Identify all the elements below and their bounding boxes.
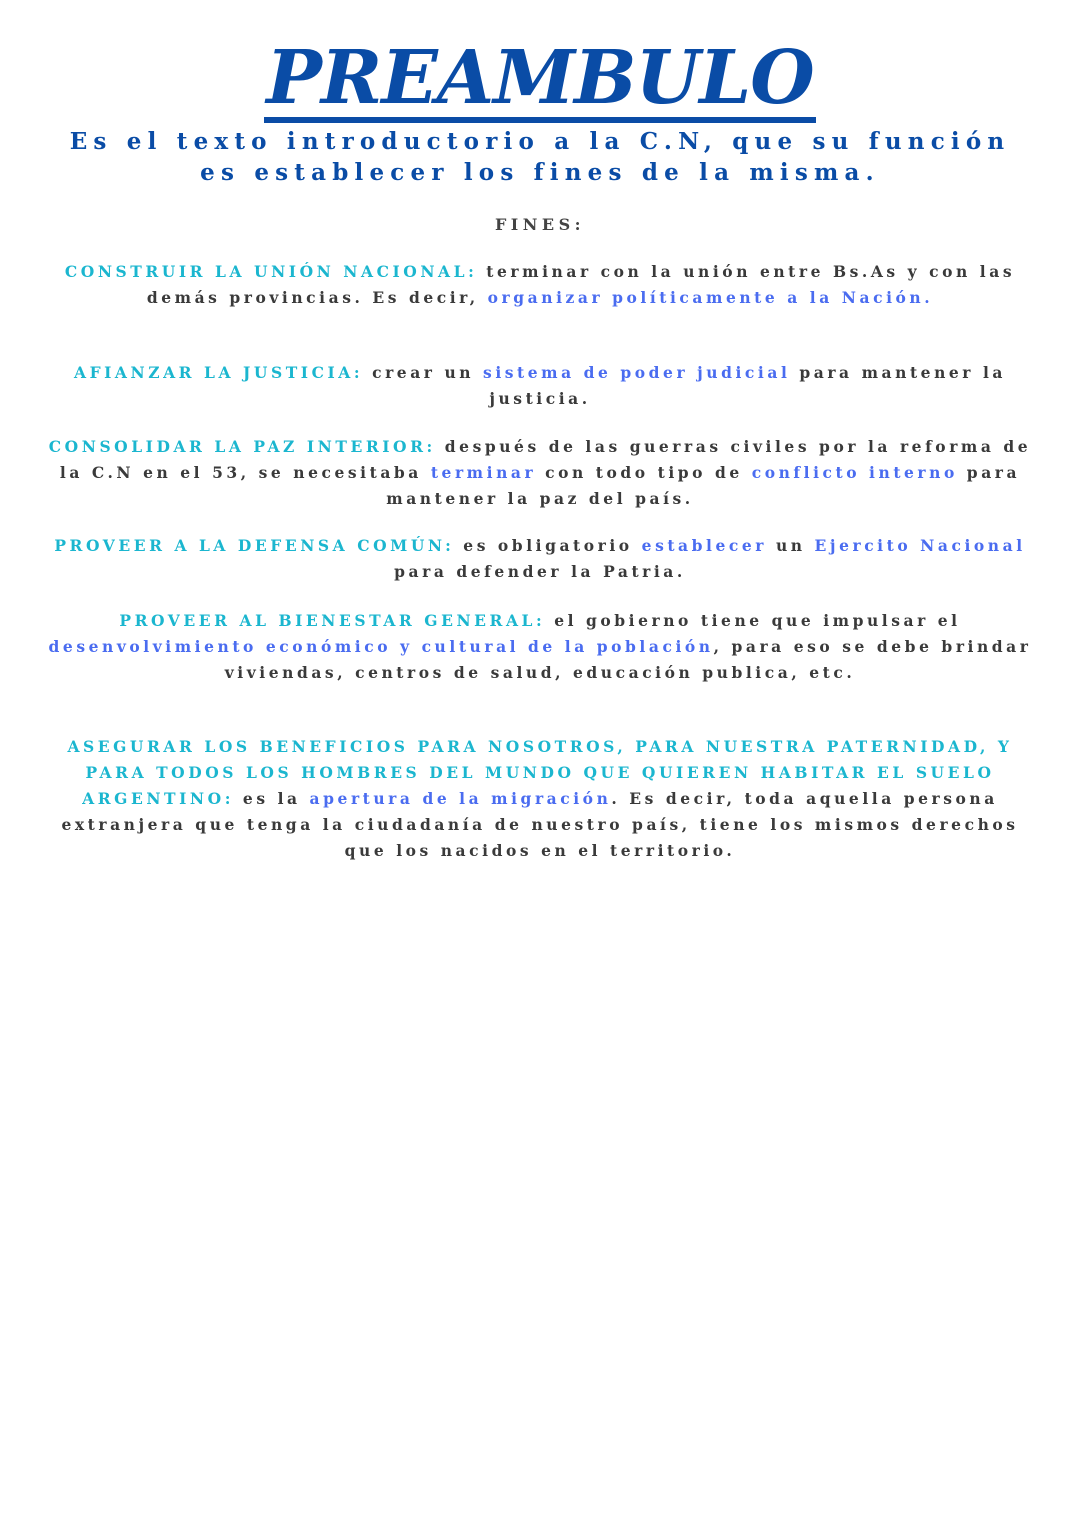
section-heading: CONSOLIDAR LA PAZ INTERIOR: <box>48 437 436 456</box>
section-text: después de las guerras civiles por la reforma de la C.N en el 53, se necesitaba <box>59 437 1032 482</box>
section-text: es obligatorio <box>454 536 642 555</box>
section-heading: PROVEER AL BIENESTAR GENERAL: <box>119 611 546 630</box>
section-text: , para eso se debe brindar viviendas, centros de salud, educación publica, etc. <box>224 637 1032 682</box>
section-text: para mantener la justicia. <box>489 363 1006 408</box>
section-text: es la <box>233 789 310 808</box>
section-text: para defender la Patria. <box>394 562 686 581</box>
section-highlight: Ejercito Nacional <box>814 536 1026 555</box>
section-heading: CONSTRUIR LA UNIÓN NACIONAL: <box>64 262 478 281</box>
page-title-text: PREAMBULO <box>266 35 814 121</box>
section-highlight: apertura de la migración <box>309 789 612 808</box>
section-highlight: terminar <box>430 463 537 482</box>
section-highlight: desenvolvimiento económico y cultural de la población <box>48 637 714 656</box>
section-afianzar-justicia <box>40 360 1040 412</box>
section-text: crear un <box>363 363 484 382</box>
section-defensa-comun <box>40 533 1040 585</box>
page-title <box>0 30 1080 126</box>
fines-label: FINES: <box>494 215 586 234</box>
section-asegurar-beneficios <box>40 734 1040 864</box>
section-text: el gobierno tiene que impulsar el <box>545 611 961 630</box>
section-heading: ASEGURAR LOS BENEFICIOS PARA NOSOTROS, PARA NUESTRA PATERNIDAD, Y PARA TODOS LOS HOMBRES DEL MUNDO QUE QUIEREN HABITAR EL SUELO ARGENTINO: <box>67 737 1013 808</box>
section-highlight: sistema de poder judicial <box>483 363 791 382</box>
section-highlight: establecer <box>641 536 768 555</box>
section-bienestar-general <box>40 608 1040 686</box>
section-consolidar-paz <box>40 434 1040 512</box>
section-highlight: organizar políticamente a la Nación. <box>487 288 934 307</box>
section-construir-union <box>40 259 1040 311</box>
intro-paragraph: Es el texto introductorio a la C.N, que su función es establecer los fines de la misma. <box>69 128 1011 186</box>
section-text: . Es decir, toda aquella persona extranjera que tenga la ciudadanía de nuestro país, tiene los mismos derechos que los nacidos en el territorio. <box>61 789 1019 860</box>
section-text: terminar con la unión entre Bs.As y con las demás provincias. Es decir, <box>146 262 1016 307</box>
section-heading: PROVEER A LA DEFENSA COMÚN: <box>54 536 455 555</box>
section-heading: AFIANZAR LA JUSTICIA: <box>74 363 364 382</box>
section-text: con todo tipo de <box>536 463 752 482</box>
section-text: un <box>767 536 815 555</box>
section-text: para mantener la paz del país. <box>386 463 1021 508</box>
section-highlight: conflicto interno <box>751 463 958 482</box>
